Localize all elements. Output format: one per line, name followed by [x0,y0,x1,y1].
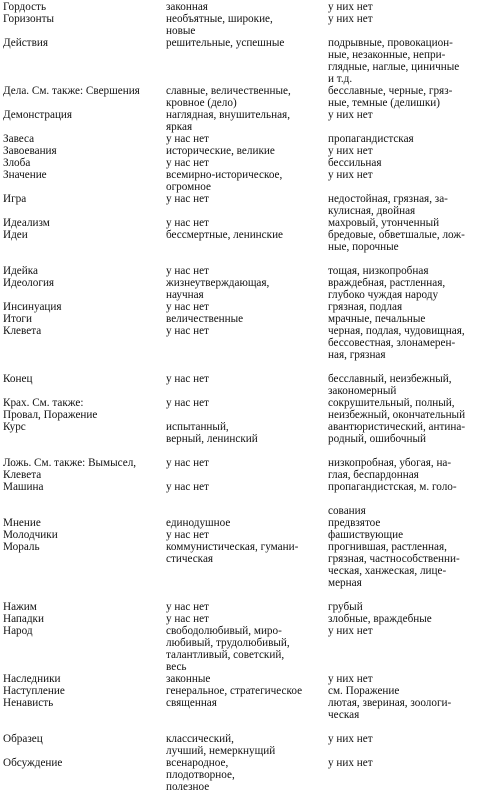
theirs-cell: ческая, ханжеская, лицe- [328,565,447,577]
ours-cell: у нас нет [166,397,209,409]
ours-cell: наглядная, внушительная, [166,109,290,121]
theirs-cell: у них нет [328,109,373,121]
term-cell: Конец [3,373,33,385]
theirs-cell: глядные, наглые, циничные [328,61,460,73]
ours-cell: бессмертные, ленинские [166,229,284,241]
term-cell: Идеализм [3,217,50,229]
theirs-cell: враждебная, растленная, [328,277,446,289]
ours-cell: новые [166,25,196,37]
table-row [0,577,495,590]
theirs-cell: грубый [328,601,363,613]
ours-cell: у нас нет [166,133,209,145]
theirs-cell: у них нет [328,169,373,181]
term-cell: Клевета [3,469,42,481]
ours-cell: научная [166,289,204,301]
theirs-cell: у них нет [328,625,373,637]
theirs-cell: грязная, частнособственни- [328,553,460,565]
theirs-cell: у них нет [328,673,373,685]
term-cell: Идеи [3,229,28,241]
theirs-cell: недостойная, грязная, за- [328,193,448,205]
term-cell: Завеса [3,133,35,145]
ours-cell: любивый, трудолюбивый, [166,637,290,649]
ours-cell: свободолюбивый, миро- [166,625,282,637]
ours-cell: коммунистическая, гумани- [166,541,299,553]
theirs-cell: у них нет [328,13,373,25]
ours-cell: всемирно-историческое, [166,169,283,181]
ours-cell: плодотворное, [166,769,235,781]
table-row [0,349,495,362]
theirs-cell: авантюристический, антина- [328,421,466,433]
ours-cell: у нас нет [166,457,209,469]
term-cell: Народ [3,625,33,637]
ours-cell: у нас нет [166,373,209,385]
theirs-cell: ческая [328,709,360,721]
term-cell: Наступление [3,685,65,697]
term-cell: Злоба [3,157,31,169]
term-cell: Ненависть [3,697,54,709]
theirs-cell: ная, грязная [328,349,386,361]
theirs-cell: у них нет [328,145,373,157]
ours-cell: священная [166,697,217,709]
ours-cell: лучший, немеркнущий [166,745,276,757]
theirs-cell: предвзятое [328,517,381,529]
theirs-cell: закономерный [328,385,397,397]
ours-cell: полезное [166,781,210,793]
theirs-cell: пропагандистская, м. голо- [328,481,457,493]
term-cell: Идейка [3,265,38,277]
theirs-cell: бесславные, черные, гряз- [328,85,453,97]
ours-cell: стическая [166,553,214,565]
theirs-cell: глая, беспардонная [328,469,419,481]
theirs-cell: см. Поражение [328,685,400,697]
ours-cell: у нас нет [166,301,209,313]
ours-cell: яркая [166,121,193,133]
term-cell: Демонстрация [3,109,73,121]
ours-cell: исторические, великие [166,145,275,157]
ours-cell: классический, [166,733,234,745]
theirs-cell: мерная [328,577,362,589]
term-cell: Инсинуация [3,301,62,313]
ours-cell: у нас нет [166,481,209,493]
ours-cell: огромное [166,181,211,193]
ours-cell: верный, ленинский [166,433,258,445]
theirs-cell: у них нет [328,757,373,769]
table-row [0,781,495,794]
term-cell: Образец [3,733,43,745]
ours-cell: необъятные, широкие, [166,13,273,25]
ours-cell: испытанный, [166,421,229,433]
ours-cell: единодушное [166,517,231,529]
ours-cell: генеральное, стратегическое [166,685,303,697]
term-cell: Мораль [3,541,40,553]
theirs-cell: подрывные, провокацион- [328,37,453,49]
theirs-cell: злобные, враждебные [328,613,432,625]
ours-cell: у нас нет [166,265,209,277]
term-cell: Нажим [3,601,37,613]
ours-cell: у нас нет [166,529,209,541]
theirs-cell: родный, ошибочный [328,433,426,445]
ours-cell: решительные, успешные [166,37,285,49]
theirs-cell: прогнившая, растленная, [328,541,447,553]
term-cell: Горизонты [3,13,54,25]
ours-cell: талантливый, советский, [166,649,285,661]
term-cell: Крах. См. также: [3,397,84,409]
theirs-cell: бессовестная, злонамерен- [328,337,456,349]
ours-cell: величественные [166,313,244,325]
term-cell: Нападки [3,613,44,625]
term-cell: Итоги [3,313,32,325]
theirs-cell: ные, незаконные, непри- [328,49,446,61]
term-cell: Действия [3,37,48,49]
term-cell: Дела. См. также: Свершения [3,85,140,97]
theirs-cell: сокрушительный, полный, [328,397,455,409]
theirs-cell: мрачные, печальные [328,313,426,325]
term-cell: Молодчики [3,529,58,541]
ours-cell: всенародное, [166,757,229,769]
term-cell: Игра [3,193,27,205]
ours-cell: у нас нет [166,157,209,169]
theirs-cell: неизбежный, окончательный [328,409,466,421]
theirs-cell: у них нет [328,1,373,13]
ours-cell: жизнеутверждающая, [166,277,270,289]
term-cell: Завоевания [3,145,57,157]
theirs-cell: грязная, подлая [328,301,403,313]
table-row [0,433,495,446]
term-cell: Гордость [3,1,47,13]
term-cell: Клевета [3,325,42,337]
theirs-cell: пропагандистская [328,133,414,145]
ours-cell: у нас нет [166,217,209,229]
ours-cell: весь [166,661,187,673]
table-row [0,709,495,722]
theirs-cell: сования [328,505,366,517]
ours-cell: славные, величественные, [166,85,291,97]
ours-cell: у нас нет [166,601,209,613]
theirs-cell: низкопробная, убогая, на- [328,457,452,469]
term-cell: Идеология [3,277,55,289]
ours-cell: у нас нет [166,325,209,337]
theirs-cell: бесславный, неизбежный, [328,373,452,385]
term-cell: Мнение [3,517,41,529]
theirs-cell: ные, темные (делишки) [328,97,440,109]
term-cell: Обсуждение [3,757,63,769]
theirs-cell: лютая, звериная, зоологи- [328,697,452,709]
ours-cell: законная [166,1,208,13]
ours-cell: у нас нет [166,613,209,625]
theirs-cell: бессильная [328,157,382,169]
table-row [0,241,495,254]
theirs-cell: тощая, низкопробная [328,265,429,277]
term-cell: Ложь. См. также: Вымысел, [3,457,137,469]
table-row [0,481,495,494]
theirs-cell: махровый, утонченный [328,217,440,229]
theirs-cell: черная, подлая, чудовищная, [328,325,465,337]
theirs-cell: у них нет [328,733,373,745]
term-cell: Курс [3,421,26,433]
term-cell: Значение [3,169,47,181]
ours-cell: кровное (дело) [166,97,237,109]
term-cell: Машина [3,481,44,493]
theirs-cell: глубоко чуждая народу [328,289,439,301]
theirs-cell: бредовые, обветшалые, лож- [328,229,465,241]
theirs-cell: кулисная, двойная [328,205,416,217]
theirs-cell: фашиствующие [328,529,404,541]
theirs-cell: ные, порочные [328,241,399,253]
ours-cell: у нас нет [166,193,209,205]
theirs-cell: и т.д. [328,73,353,85]
term-cell: Провал, Поражение [3,409,98,421]
term-cell: Наследники [3,673,61,685]
ours-cell: законные [166,673,211,685]
